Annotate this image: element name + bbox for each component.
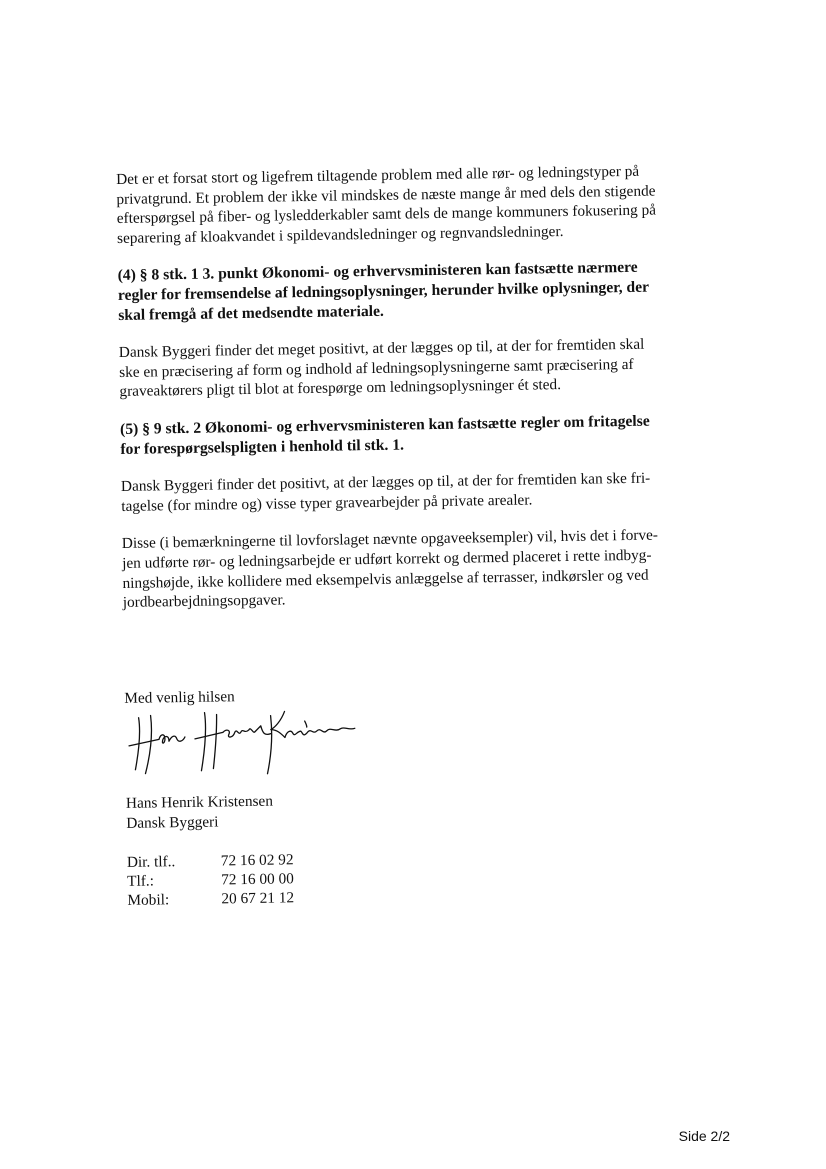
paragraph-problem (116, 161, 717, 249)
contact-row (127, 851, 294, 873)
text-line: efterspørgsel på fiber- og lysledderkabler samt dels de mange kommuners fokusering på (116, 201, 657, 228)
heading-line: skal fremgå af det medsendte materiale. (118, 302, 385, 324)
paragraph-section-5-response (121, 468, 722, 517)
contact-row (127, 889, 294, 911)
letter-body (116, 161, 728, 911)
text-line: ningshøjde, ikke kollidere med eksempelvis anlæggelse af terrasser, indkørsler og ved (122, 566, 649, 592)
text-line: graveaktørers pligt til blot at forespørge om ledningsoplysninger ét sted. (119, 376, 562, 401)
signatory-name: Hans Henrik Kristensen (125, 792, 274, 813)
heading-line: regler for fremsendelse af ledningsoplysninger, herunder hvilke oplysninger, der (117, 278, 650, 304)
heading-line: for forespørgselspligten i henhold til stk. 1. (120, 436, 405, 458)
heading-line: (5) § 9 stk. 2 Økonomi- og erhvervsministeren kan fastsætte regler om fritagelse (119, 412, 650, 438)
heading-line: (4) § 8 stk. 1 3. punkt Økonomi- og erhvervsministeren kan fastsætte nærmere (117, 259, 638, 285)
text-line: separering af kloakvandet i spildevandsledninger og regnvandsledninger. (116, 222, 564, 247)
paragraph-section-4-response (119, 334, 720, 402)
handwritten-signature (124, 706, 365, 788)
heading-section-4 (118, 257, 719, 325)
text-line: privatgrund. Et problem der ikke vil mindskes de næste mange år med dels den stigende (116, 182, 656, 208)
page-number: Side 2/2 (678, 1128, 730, 1144)
text-line: Dansk Byggeri finder det meget positivt, at der lægges op til, at der for fremtiden skal (118, 335, 645, 362)
contact-table (127, 851, 295, 911)
signature-strokes (124, 706, 365, 788)
text-line: jen udførte rør- og ledningsarbejde er udført korrekt og dermed placeret i rette indbyg- (122, 546, 652, 572)
contact-value: 72 16 00 00 (221, 870, 294, 889)
contact-value: 72 16 02 92 (220, 851, 294, 870)
contact-label: Dir. tlf.. (126, 853, 176, 872)
contact-row (127, 870, 294, 892)
contact-label: Tlf.: (127, 872, 155, 891)
text-line: ske en præcisering af form og indhold af ledningsoplysningerne samt præcisering af (119, 355, 634, 381)
signatory-organization: Dansk Byggeri (126, 813, 219, 832)
paragraph-examples (122, 525, 723, 613)
signatory (126, 785, 727, 834)
text-line: tagelse (for mindre og) visse typer gravearbejder på private arealer. (121, 491, 533, 515)
text-line: Det er et forsat stort og ligefrem tiltagende problem med alle rør- og ledningstyper på (116, 162, 640, 188)
closing-block (124, 679, 727, 910)
text-line: Disse (i bemærkningerne til lovforslaget nævnte opgaveeksempler) vil, hvis det i forve- (121, 526, 659, 553)
heading-section-5 (120, 410, 721, 459)
text-line: jordbearbejdningsopgaver. (122, 591, 286, 612)
contact-label: Mobil: (127, 891, 170, 910)
text-line: Dansk Byggeri finder det positivt, at der lægges op til, at der for fremtiden kan ske fri- (120, 469, 651, 496)
contact-value: 20 67 21 12 (221, 889, 295, 908)
greeting: Med venlig hilsen (124, 687, 235, 707)
